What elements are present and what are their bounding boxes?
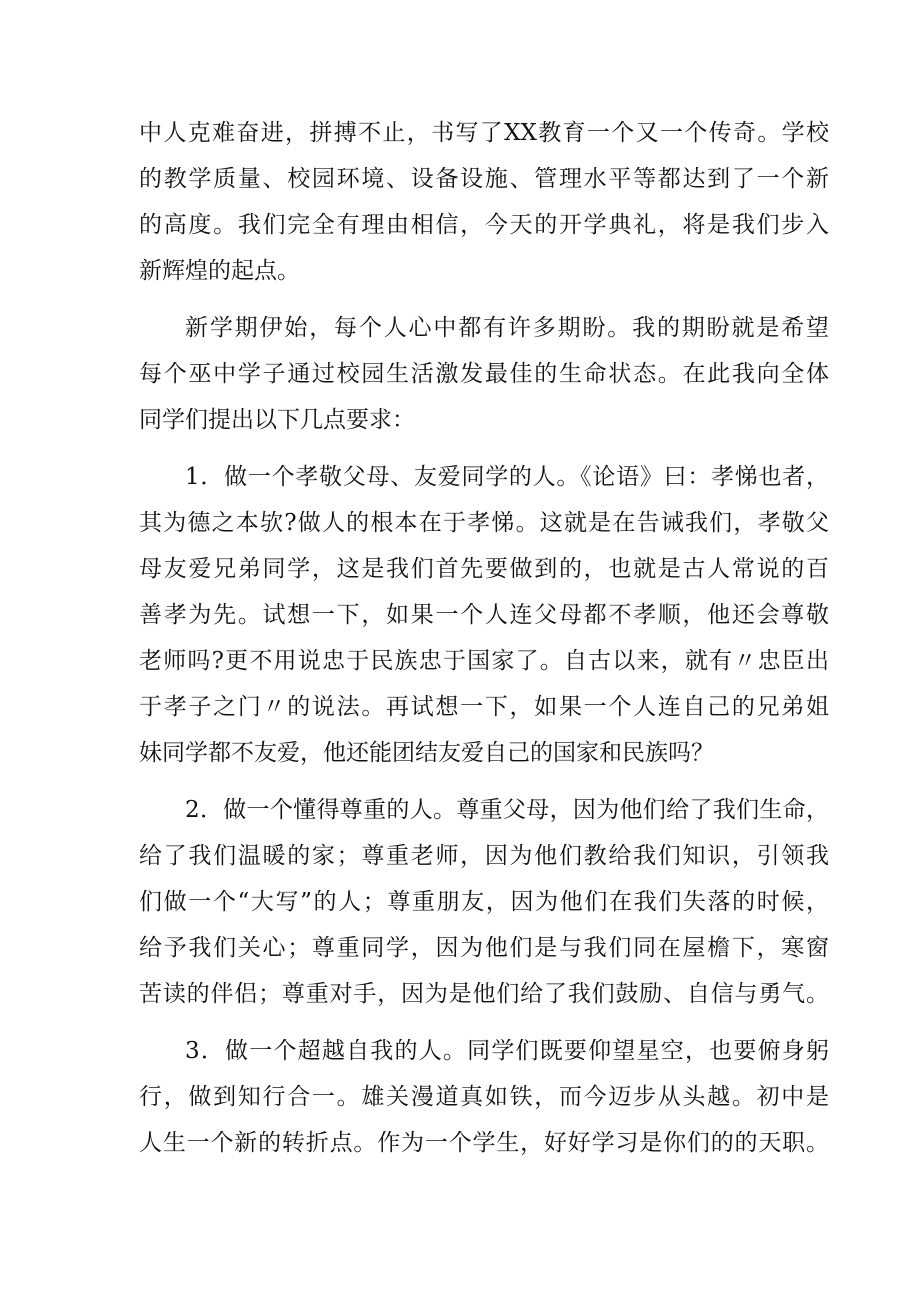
document-body xyxy=(139,110,829,1177)
text-line: 行，做到知行合一。雄关漫道真如铁，而今迈步从头越。初中是 xyxy=(139,1084,829,1110)
text-line: 们做一个“大写”的人；尊重朋友，因为他们在我们失落的时候， xyxy=(139,889,829,915)
text-line: 于孝子之门〃的说法。再试想一下，如果一个人连自己的兄弟姐 xyxy=(139,694,829,720)
text-line: 新辉煌的起点。 xyxy=(139,258,300,284)
text-line: 苦读的伴侣；尊重对手，因为是他们给了我们鼓励、自信与勇气。 xyxy=(139,981,829,1007)
text-line: 同学们提出以下几点要求： xyxy=(139,407,415,433)
paragraph xyxy=(139,110,829,294)
text-line: 1．做一个孝敬父母、友爱同学的人。《论语》曰：孝悌也者， xyxy=(185,464,829,490)
text-line: 其为德之本欤?做人的根本在于孝悌。这就是在告诫我们，孝敬父 xyxy=(139,510,829,536)
paragraph xyxy=(139,305,829,443)
text-line: 中人克难奋进，拼搏不止，书写了XX教育一个又一个传奇。学校 xyxy=(139,120,829,146)
text-line: 妹同学都不友爱，他还能团结友爱自己的国家和民族吗？ xyxy=(139,740,714,766)
text-line: 的教学质量、校园环境、设备设施、管理水平等都达到了一个新 xyxy=(139,166,829,192)
text-line: 老师吗?更不用说忠于民族忠于国家了。自古以来，就有〃忠臣出 xyxy=(139,648,829,674)
paragraph xyxy=(139,1028,829,1166)
text-line: 2．做一个懂得尊重的人。尊重父母，因为他们给了我们生命， xyxy=(185,797,829,823)
text-line: 3．做一个超越自我的人。同学们既要仰望星空，也要俯身躬 xyxy=(185,1038,829,1064)
text-line: 的高度。我们完全有理由相信，今天的开学典礼，将是我们步入 xyxy=(139,212,829,238)
text-line: 给予我们关心；尊重同学，因为他们是与我们同在屋檐下，寒窗 xyxy=(139,935,829,961)
paragraph xyxy=(139,454,829,776)
text-line: 每个巫中学子通过校园生活激发最佳的生命状态。在此我向全体 xyxy=(139,361,829,387)
text-line: 新学期伊始，每个人心中都有许多期盼。我的期盼就是希望 xyxy=(185,315,829,341)
paragraph xyxy=(139,787,829,1017)
text-line: 母友爱兄弟同学，这是我们首先要做到的，也就是古人常说的百 xyxy=(139,556,829,582)
text-line: 人生一个新的转折点。作为一个学生，好好学习是你们的的天职。 xyxy=(139,1130,829,1156)
text-line: 善孝为先。试想一下，如果一个人连父母都不孝顺，他还会尊敬 xyxy=(139,602,829,628)
text-line: 给了我们温暖的家；尊重老师，因为他们教给我们知识，引领我 xyxy=(139,843,829,869)
